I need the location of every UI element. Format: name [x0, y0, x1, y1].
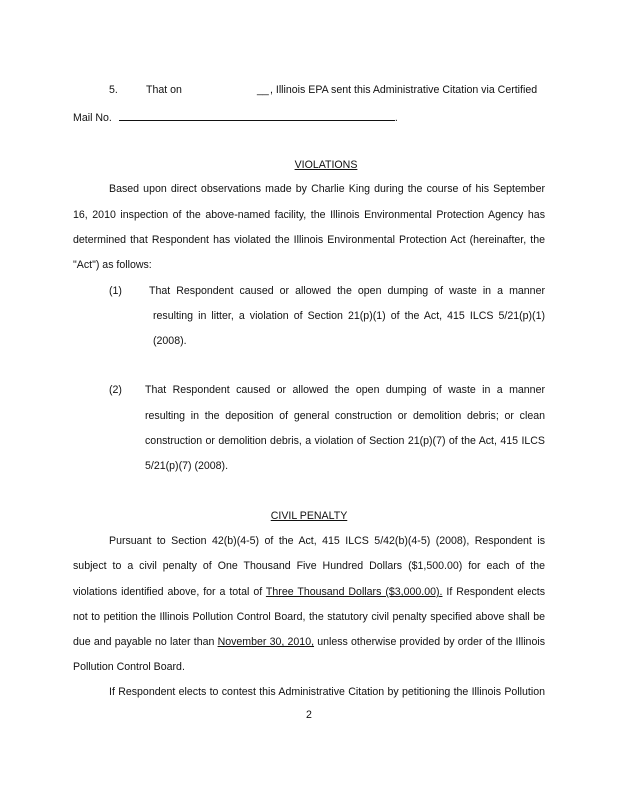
violations-heading: VIOLATIONS: [294, 159, 358, 171]
mail-number-end: .: [394, 112, 398, 124]
civil-penalty-line-6: Pollution Control Board.: [73, 661, 185, 673]
violation-2-line-3: construction or demolition debris, a violation of Section 21(p)(7) of the Act, 415 ILCS: [145, 435, 545, 447]
mail-number-label: Mail No.: [73, 112, 112, 124]
civil-penalty-line-3-after: If Respondent elects: [446, 586, 545, 598]
violation-2-line-4: 5/21(p)(7) (2008).: [145, 460, 229, 472]
para5-number: 5.: [109, 84, 118, 96]
civil-penalty-line-1: Pursuant to Section 42(b)(4-5) of the Act, 415 ILCS 5/42(b)(4-5) (2008), Respondent is: [109, 535, 545, 547]
mail-number-blank: [119, 110, 395, 121]
para5-text-before: That on: [146, 84, 182, 96]
violations-intro-line-1: Based upon direct observations made by Charlie King during the course of his September: [109, 183, 545, 195]
violation-1-line-2: resulting in litter, a violation of Section 21(p)(1) of the Act, 415 ILCS 5/21(p)(1): [153, 310, 545, 322]
civil-penalty-line-5-after: unless otherwise provided by order of the Illinois: [317, 636, 545, 648]
civil-penalty-line-7: If Respondent elects to contest this Administrative Citation by petitioning the Illinois Pollution: [109, 686, 545, 698]
violation-2-line-2: resulting in the deposition of general construction or demolition debris; or clean: [145, 410, 545, 422]
civil-penalty-line-3: [73, 586, 545, 599]
violations-intro-line-4: "Act") as follows:: [73, 259, 152, 271]
mail-number-line: [73, 110, 398, 125]
violations-intro-line-3: determined that Respondent has violated the Illinois Environmental Protection Act (hereinafter, the: [73, 234, 545, 246]
para5-date-blank: __: [257, 84, 269, 96]
penalty-due-date: November 30, 2010,: [217, 636, 315, 648]
violation-1-line-1: That Respondent caused or allowed the open dumping of waste in a manner: [149, 285, 545, 297]
violation-1-line-3: (2008).: [153, 335, 187, 347]
violations-intro-line-2: 16, 2010 inspection of the above-named facility, the Illinois Environmental Protection Agency has: [73, 209, 545, 221]
civil-penalty-heading: CIVIL PENALTY: [270, 510, 348, 522]
civil-penalty-line-3-before: violations identified above, for a total of: [73, 586, 263, 598]
civil-penalty-line-4: not to petition the Illinois Pollution Control Board, the statutory civil penalty specified above shall be: [73, 611, 545, 623]
page-number: 2: [306, 709, 312, 721]
civil-penalty-line-5-before: due and payable no later than: [73, 636, 215, 648]
violation-2-number: (2): [109, 384, 122, 396]
civil-penalty-line-2: subject to a civil penalty of One Thousand Five Hundred Dollars ($1,500.00) for each of the: [73, 560, 545, 572]
civil-penalty-line-5: [73, 636, 545, 649]
total-penalty-amount: Three Thousand Dollars ($3,000.00).: [265, 586, 443, 598]
para5-text-after: , Illinois EPA sent this Administrative Citation via Certified: [270, 84, 538, 96]
violation-2-line-1: That Respondent caused or allowed the open dumping of waste in a manner: [145, 384, 545, 396]
violation-1-number: (1): [109, 285, 122, 297]
